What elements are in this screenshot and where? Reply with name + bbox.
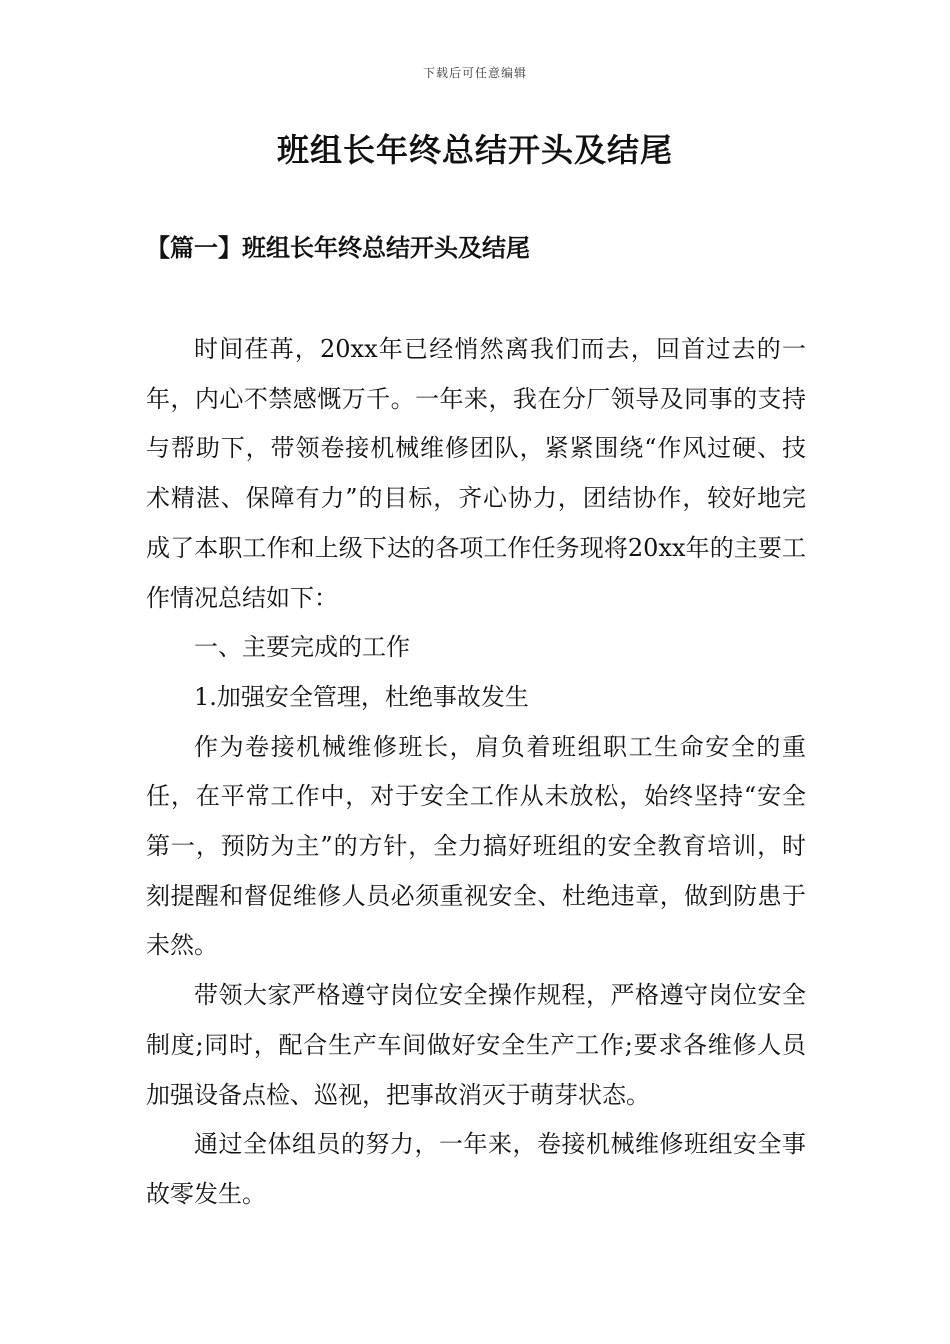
- paragraph: 通过全体组员的努力，一年来，卷接机械维修班组安全事故零发生。: [146, 1130, 806, 1208]
- section-heading: 【篇一】班组长年终总结开头及结尾: [146, 233, 530, 262]
- subheading: 1.加强安全管理，杜绝事故发生: [194, 682, 529, 711]
- paragraph: 时间荏苒，20xx年已经悄然离我们而去，回首过去的一年，内心不禁感慨万千。一年来，我在分厂领导及同事的支持与帮助下，带领卷接机械维修团队，紧紧围绕“作风过硬、技术精湛、保障有力”的目标，齐心协力，团结协作，较好地完成了本职工作和上级下达的各项工作任务现将20xx年的主要工作情况总结如下：: [146, 335, 806, 612]
- paragraph: 带领大家严格遵守岗位安全操作规程，严格遵守岗位安全制度;同时，配合生产车间做好安全生产工作;要求各维修人员加强设备点检、巡视，把事故消灭于萌芽状态。: [146, 981, 806, 1109]
- document-title: 班组长年终总结开头及结尾: [276, 131, 673, 169]
- paragraph: 作为卷接机械维修班长，肩负着班组职工生命安全的重任，在平常工作中，对于安全工作从未放松，始终坚持“安全第一，预防为主”的方针，全力搞好班组的安全教育培训，时刻提醒和督促维修人员必须重视安全、杜绝违章，做到防患于未然。: [146, 732, 806, 960]
- subheading: 一、主要完成的工作: [194, 633, 410, 662]
- page-header-note: 下载后可任意编辑: [422, 66, 527, 80]
- document-body: [146, 325, 806, 1220]
